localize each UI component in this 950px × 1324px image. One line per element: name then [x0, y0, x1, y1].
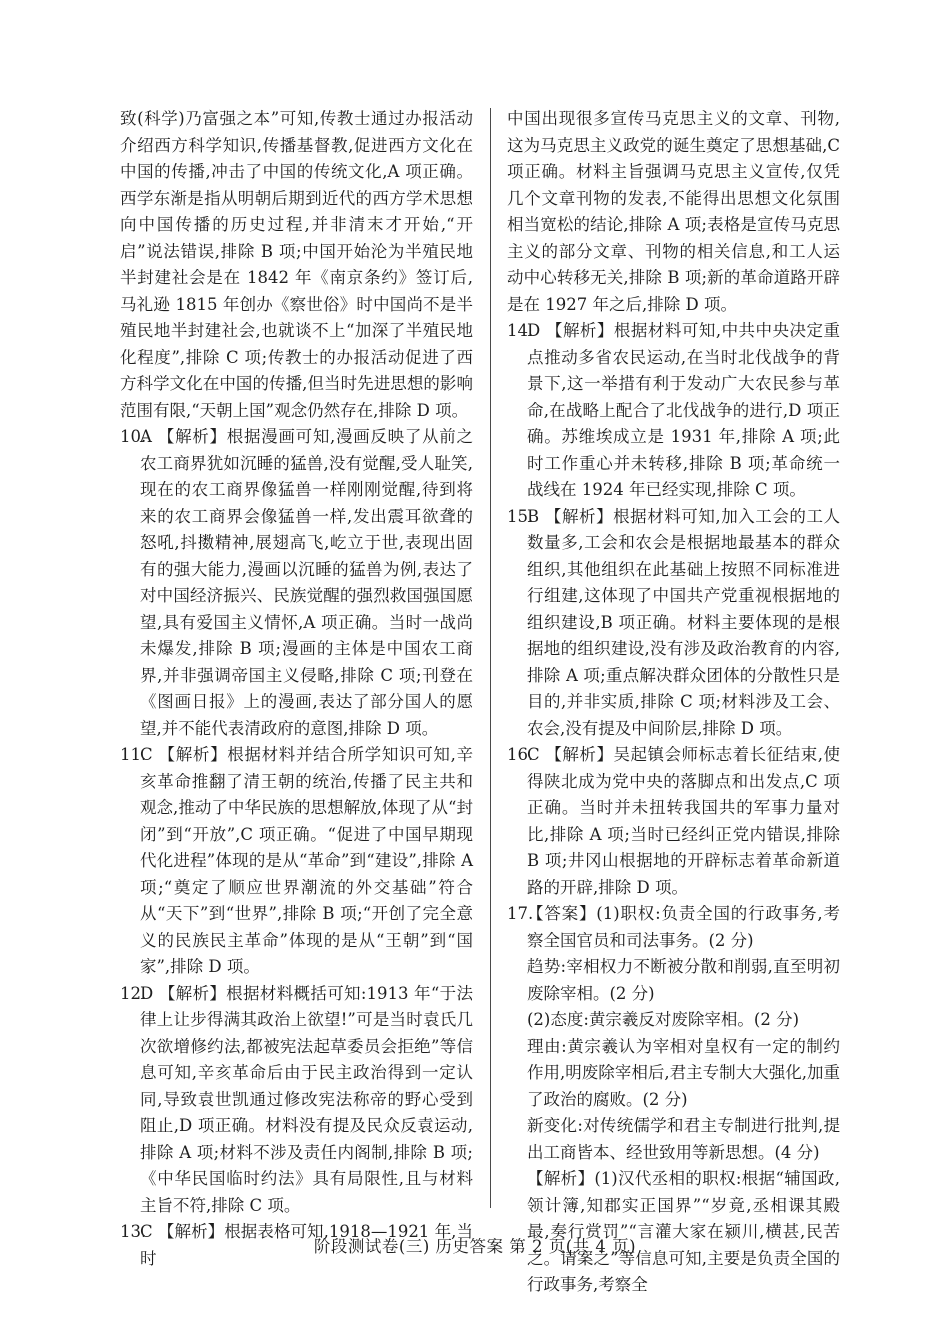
item-text: C 【解析】根据材料并结合所学知识可知,辛亥革命推翻了清王朝的统治,传播了民主共和观念,推动了中华民族的思想解放,体现了从“封闭”到“开放”,C 项正确。“促进了中国早期现代化进程”体现的是从“革命”到“建设”,排除 A 项;“奠定了顺应世界潮流的外交基础”符合从“天下”到“世界”,排除 B 项;“开创了完全意义的民族民主革命”体现的是从“王朝”到“国家”,排除 D 项。: [140, 745, 473, 976]
answer-item-17: [507, 901, 840, 954]
item-number: 17.: [507, 904, 534, 923]
item-text: 【答案】(1)职权:负责全国的行政事务,考察全国官员和司法事务。(2 分): [527, 904, 840, 950]
item-number: 15.: [507, 506, 534, 526]
answer-item-15: [507, 504, 840, 743]
right-column: [507, 106, 840, 1299]
q17-new-change-line: 新变化:对传统儒学和君主专制进行批判,提出工商皆本、经世致用等新思想。(4 分): [527, 1116, 840, 1162]
answer-item-14: [507, 318, 840, 504]
item-number: 12.: [120, 983, 147, 1003]
item-number: 14.: [507, 321, 534, 340]
answer-item-11: [120, 742, 473, 981]
item-number: 13.: [120, 1222, 147, 1241]
right-intro-paragraph: 中国出现很多宣传马克思主义的文章、刊物,这为马克思主义政党的诞生奠定了思想基础,C 项正确。材料主旨强调马克思主义宣传,仅凭几个文章刊物的发表,不能得出思想文化氛围相当宽松的结论,排除 A 项;表格是宣传马克思主义的部分文章、刊物的相关信息,和工人运动中心转移无关,排除 B 项;新的革命道路开辟是在 1927 年之后,排除 D 项。: [507, 109, 840, 314]
left-intro-paragraph: 致(科学)乃富强之本”可知,传教士通过办报活动介绍西方科学知识,传播基督教,促进西方文化在中国的传播,冲击了中国的传统文化,A 项正确。西学东渐是指从明朝后期到近代的西方学术思想向中国传播的历史过程,并非清末才开始,“开启”说法错误,排除 B 项;中国开始沦为半殖民地半封建社会是在 1842 年《南京条约》签订后,马礼逊 1815 年创办《察世俗》时中国尚不是半殖民地半封建社会,也就谈不上“加深了半殖民地化程度”,排除 C 项;传教士的办报活动促进了西方科学文化在中国的传播,但当时先进思想的影响范围有限,“天朝上国”观念仍然存在,排除 D 项。: [120, 109, 473, 420]
item-number: 11.: [120, 745, 147, 764]
q17-reason-line: 理由:黄宗羲认为宰相对皇权有一定的制约作用,明废除宰相后,君主专制大大强化,加重了政治的腐败。(2 分): [527, 1036, 840, 1109]
item-text: D 【解析】根据材料可知,中共中央决定重点推动多省农民运动,在当时北伐战争的背景下,这一举措有利于发动广大农民参与革命,在战略上配合了北伐战争的进行,D 项正确。苏维埃成立是 1931 年,排除 A 项;此时工作重心并未转移,排除 B 项;革命统一战线在 1924 年已经实现,排除 C 项。: [527, 321, 840, 499]
item-text: C 【解析】根据表格可知,1918—1921 年,当时: [140, 1222, 473, 1268]
item-number: 16.: [507, 745, 534, 764]
answer-item-12: [120, 981, 473, 1220]
answer-item-16: [507, 742, 840, 901]
item-text: A 【解析】根据漫画可知,漫画反映了从前之农工商界犹如沉睡的猛兽,没有觉醒,受人耻笑,现在的农工商界像猛兽一样刚刚觉醒,待到将来的农工商界会像猛兽一样,发出震耳欲聋的怒吼,抖擞精神,展翅高飞,屹立于世,表现出固有的强大能力,漫画以沉睡的猛兽为例,表达了对中国经济振兴、民族觉醒的强烈救国强国愿望,具有爱国主义情怀,A 项正确。当时一战尚未爆发,排除 B 项;漫画的主体是中国农工商界,并非强调帝国主义侵略,排除 C 项;刊登在《图画日报》上的漫画,表达了部分国人的愿望,并不能代表清政府的意图,排除 D 项。: [140, 427, 473, 738]
item-text: B 【解析】根据材料可知,加入工会的工人数量多,工会和农会是根据地最基本的群众组织,其他组织在此基础上按照不同标准进行组建,这体现了中国共产党重视根据地的组织建设,B 项正确。材料主要体现的是根据地的组织建设,没有涉及政治教育的内容,排除 A 项;重点解决群众团体的分散性只是目的,并非实质,排除 C 项;材料涉及工会、农会,没有提及中间阶层,排除 D 项。: [527, 506, 840, 738]
q17-attitude-line: (2)态度:黄宗羲反对废除宰相。(2 分): [527, 1010, 800, 1029]
left-column: [120, 106, 473, 1272]
q17-trend-line: 趋势:宰相权力不断被分散和削弱,直至明初废除宰相。(2 分): [527, 957, 840, 1003]
q17-analysis-line: 【解析】(1)汉代丞相的职权:根据“辅国政,领计簿,知郡实正国界”“岁竟,丞相课其殿最,奏行赏罚”“言灌大家在颍川,横甚,民苦之。请案之”等信息可知,主要是负责全国的行政事务,考察全: [527, 1169, 840, 1294]
item-text: C 【解析】吴起镇会师标志着长征结束,使得陕北成为党中央的落脚点和出发点,C 项正确。当时并未扭转我国共的军事力量对比,排除 A 项;当时已经纠正党内错误,排除 B 项;井冈山根据地的开辟标志着革命新道路的开辟,排除 D 项。: [527, 745, 840, 897]
item-number: 10.: [120, 427, 147, 446]
page-footer: 阶段测试卷(三) 历史答案 第 2 页(共 4 页): [313, 1237, 637, 1256]
column-divider: [490, 108, 491, 1208]
item-text: D 【解析】根据材料概括可知:1913 年“于法律上让步得满其政治上欲望!”可是当时袁氏几次欲增修约法,都被宪法起草委员会拒绝”等信息可知,辛亥革命后由于民主政治得到一定认同,导致袁世凯通过修改宪法称帝的野心受到阻止,D 项正确。材料没有提及民众反袁运动,排除 A 项;材料不涉及责任内阁制,排除 B 项;《中华民国临时约法》具有局限性,且与材料主旨不符,排除 C 项。: [140, 983, 473, 1215]
answer-item-10: [120, 424, 473, 742]
